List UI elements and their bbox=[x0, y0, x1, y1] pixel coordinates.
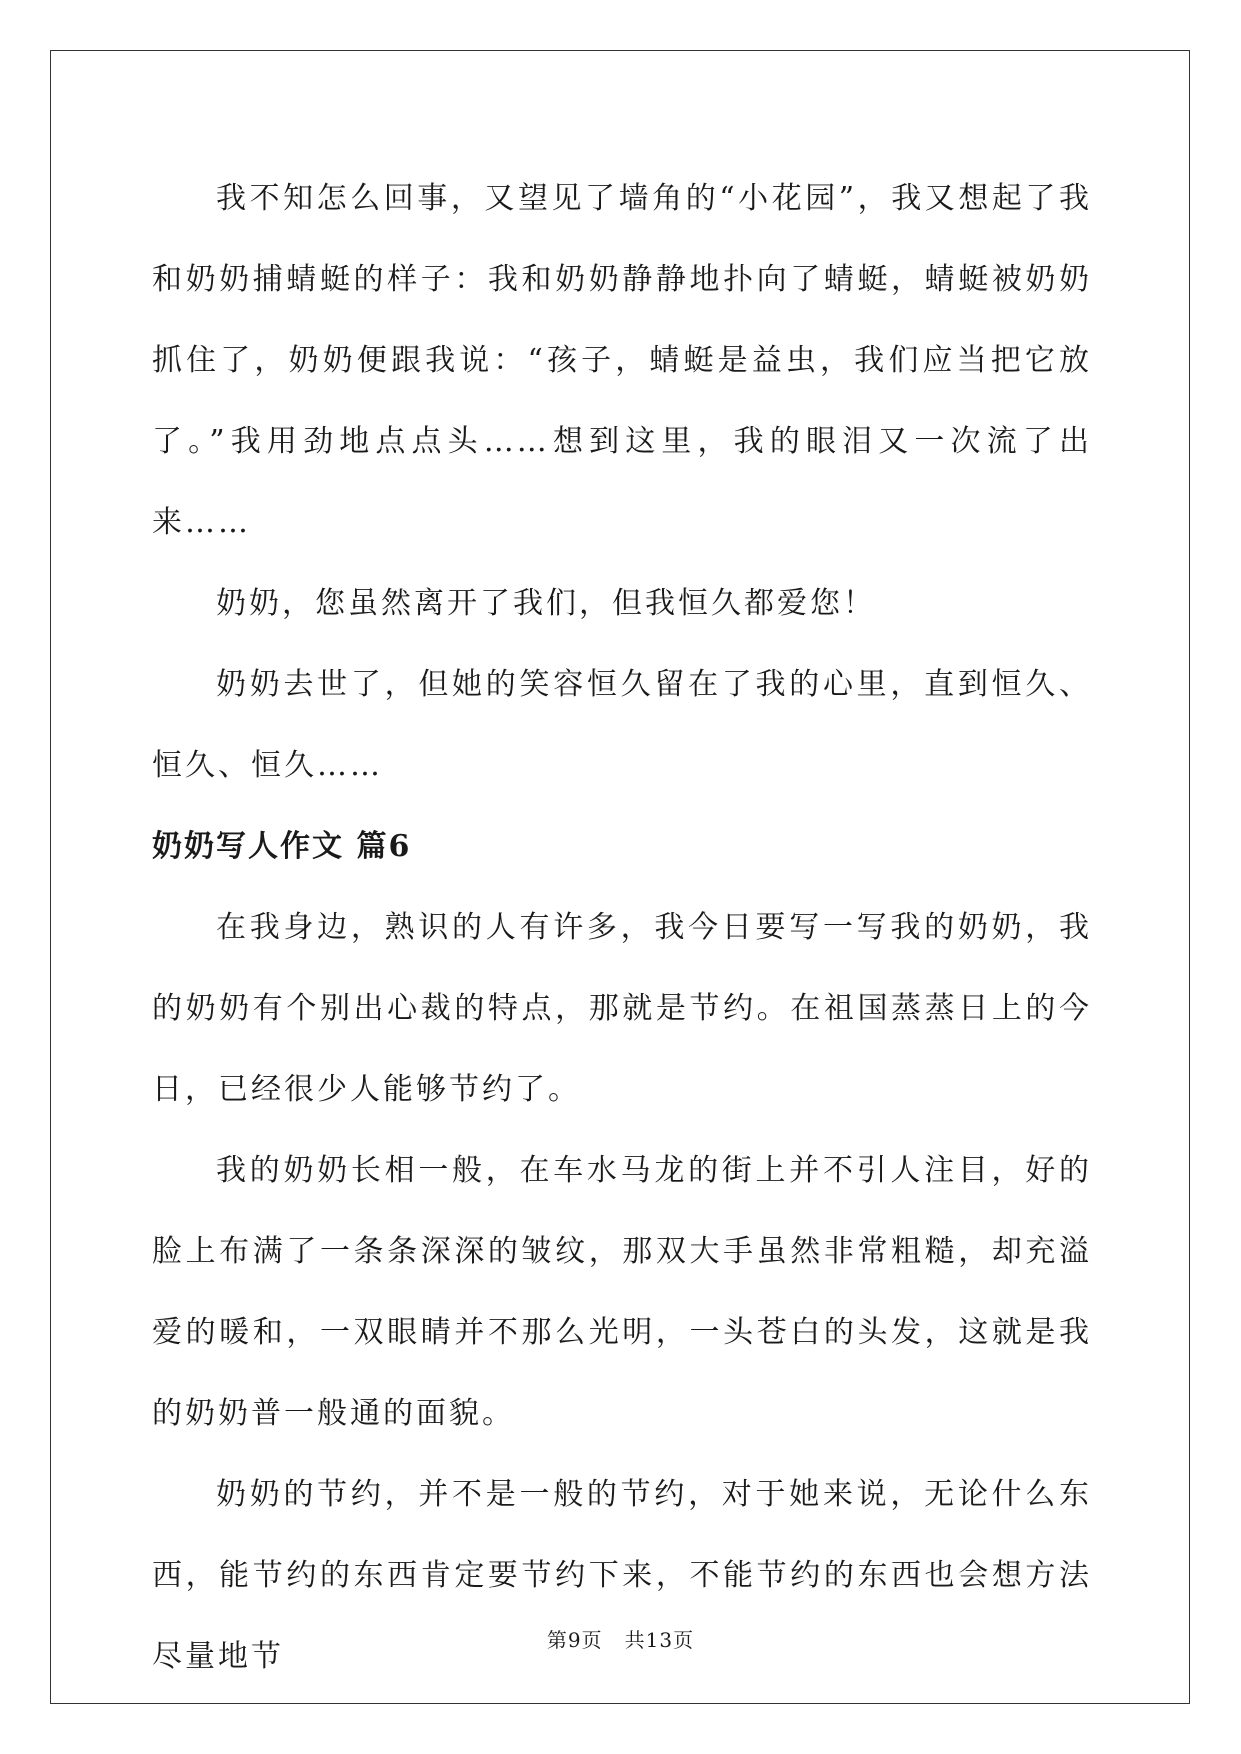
section-heading: 奶奶写人作文 篇6 bbox=[152, 829, 412, 864]
paragraph: 在我身边，熟识的人有许多，我今日要写一写我的奶奶，我的奶奶有个别出心裁的特点，那就是节约。在祖国蒸蒸日上的今日，已经很少人能够节约了。 bbox=[152, 910, 1092, 1107]
paragraph: 我不知怎么回事，又望见了墙角的“小花园”，我又想起了我和奶奶捕蜻蜓的样子：我和奶奶静静地扑向了蜻蜓，蜻蜓被奶奶抓住了，奶奶便跟我说：“孩子，蜻蜓是益虫，我们应当把它放了。”我用劲地点点头……想到这里，我的眼泪又一次流了出来…… bbox=[152, 181, 1092, 540]
document-body bbox=[152, 158, 1092, 1697]
paragraph: 奶奶的节约，并不是一般的节约，对于她来说，无论什么东西，能节约的东西肯定要节约下来，不能节约的东西也会想方法尽量地节 bbox=[152, 1477, 1092, 1674]
paragraph: 我的奶奶长相一般，在车水马龙的街上并不引人注目，好的脸上布满了一条条深深的皱纹，那双大手虽然非常粗糙，却充溢爱的暖和，一双眼睛并不那么光明，一头苍白的头发，这就是我的奶奶普一般通的面貌。 bbox=[152, 1153, 1092, 1431]
page-total: 共13页 bbox=[624, 1628, 695, 1652]
page-footer bbox=[0, 1624, 1241, 1653]
paragraph: 奶奶，您虽然离开了我们，但我恒久都爱您！ bbox=[216, 586, 876, 621]
paragraph: 奶奶去世了，但她的笑容恒久留在了我的心里，直到恒久、恒久、恒久…… bbox=[152, 667, 1092, 783]
page-number: 第9页 bbox=[546, 1628, 603, 1652]
